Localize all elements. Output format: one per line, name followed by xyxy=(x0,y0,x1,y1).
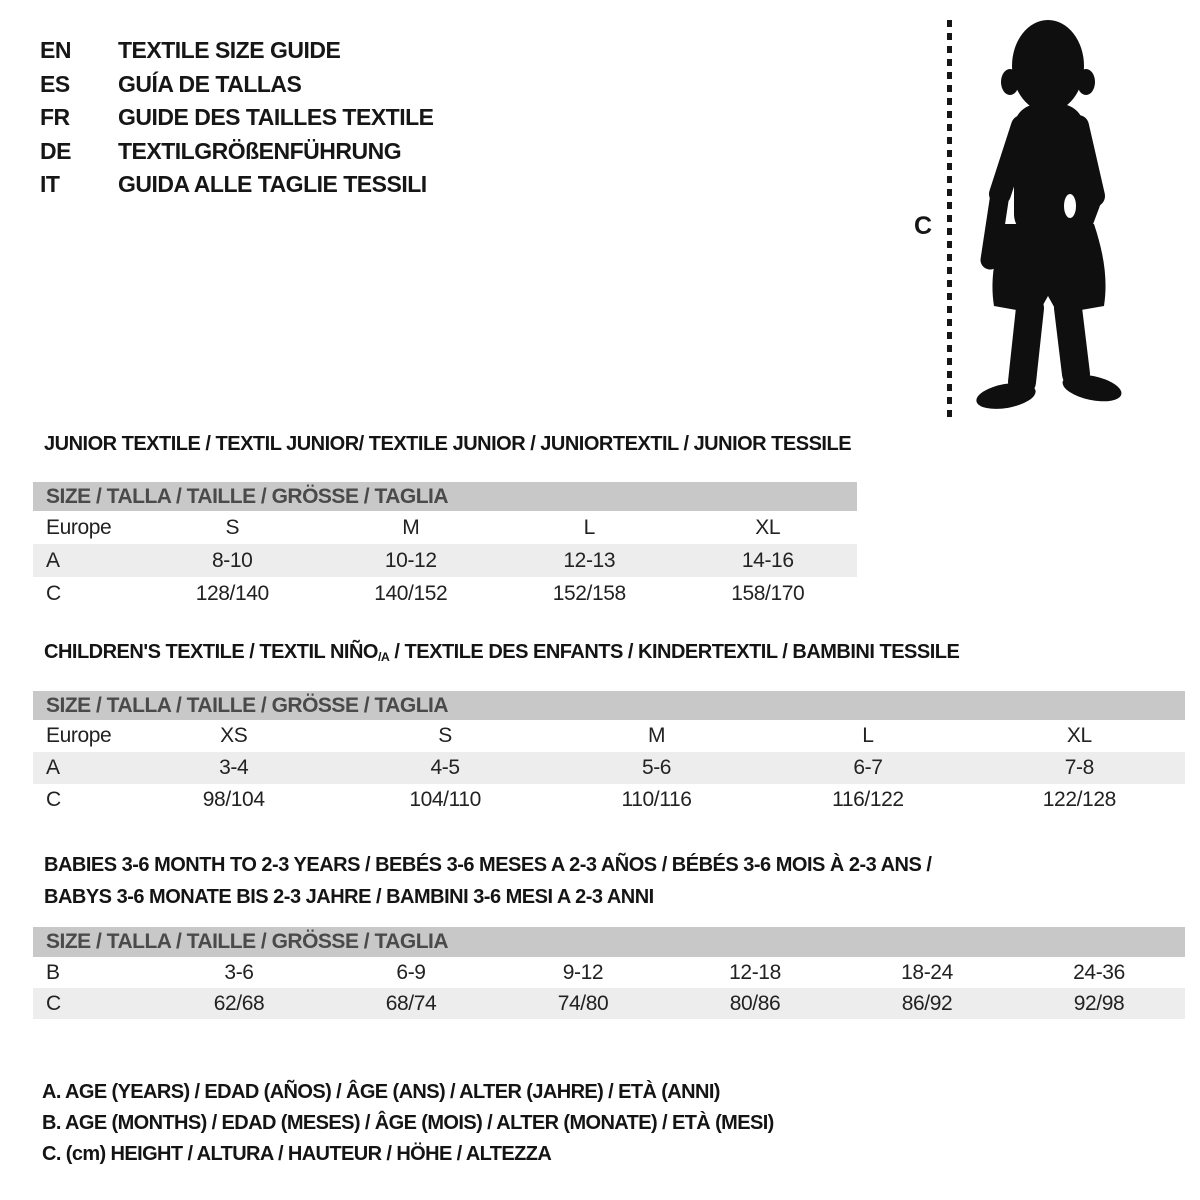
table-row-months xyxy=(33,957,1185,988)
height-cell: 152/158 xyxy=(552,581,626,605)
age-cell: 12-13 xyxy=(563,548,616,572)
guide-title-fr: GUIDE DES TAILLES TEXTILE xyxy=(118,104,434,130)
table-row-europe xyxy=(33,720,1185,752)
language-title-list xyxy=(40,34,434,202)
junior-size-table xyxy=(33,482,857,610)
size-cell: M xyxy=(647,724,666,747)
table-row-height xyxy=(33,988,1185,1019)
legend xyxy=(42,1077,774,1170)
language-code: EN xyxy=(40,37,71,63)
height-cell: 110/116 xyxy=(621,788,692,811)
language-row-it xyxy=(40,168,434,202)
months-cell: 12-18 xyxy=(729,960,781,984)
height-cell: 140/152 xyxy=(374,581,448,605)
language-code: FR xyxy=(40,104,70,130)
size-cell: XL xyxy=(755,515,781,539)
height-cell: 104/110 xyxy=(409,788,481,811)
row-label: C xyxy=(46,788,61,811)
size-cell: M xyxy=(402,515,420,539)
toddler-silhouette-image xyxy=(958,16,1138,420)
height-cell: 68/74 xyxy=(385,991,437,1015)
language-row-de xyxy=(40,135,434,169)
row-label: Europe xyxy=(46,724,112,747)
size-table-header-bar: SIZE / TALLA / TAILLE / GRÖSSE / TAGLIA xyxy=(33,927,1185,957)
legend-line-c: C. (cm) HEIGHT / ALTURA / HAUTEUR / HÖHE / ALTEZZA xyxy=(42,1143,552,1165)
children-section-heading xyxy=(44,641,959,664)
language-code: IT xyxy=(40,171,60,197)
language-row-es xyxy=(40,68,434,102)
age-cell: 8-10 xyxy=(212,548,253,572)
table-row-height xyxy=(33,577,857,610)
size-cell: L xyxy=(583,515,595,539)
language-code: ES xyxy=(40,70,70,97)
height-measure-label: C xyxy=(914,212,933,240)
guide-title-de: TEXTILGRÖßENFÜHRUNG xyxy=(118,137,402,164)
children-heading-sub: /A xyxy=(377,650,390,665)
size-cell: L xyxy=(862,724,874,747)
table-row-age xyxy=(33,544,857,577)
row-label: Europe xyxy=(46,515,112,539)
guide-title-en: TEXTILE SIZE GUIDE xyxy=(118,37,341,63)
height-cell: 62/68 xyxy=(213,991,265,1015)
babies-size-table xyxy=(33,927,1185,1019)
size-cell: XL xyxy=(1066,724,1092,747)
age-cell: 10-12 xyxy=(384,548,437,572)
babies-heading-line1: BABIES 3-6 MONTH TO 2-3 YEARS / BEBÉS 3-6 MESES A 2-3 AÑOS / BÉBÉS 3-6 MOIS À 2-3 ANS / xyxy=(44,854,932,876)
height-cell: 116/122 xyxy=(832,788,904,811)
children-heading-after: / TEXTILE DES ENFANTS / KINDERTEXTIL / BAMBINI TESSILE xyxy=(389,641,960,663)
months-cell: 3-6 xyxy=(224,960,254,984)
size-cell: S xyxy=(225,515,240,539)
size-cell: XS xyxy=(220,724,248,747)
months-cell: 6-9 xyxy=(396,960,426,984)
age-cell: 7-8 xyxy=(1064,756,1094,779)
months-cell: 9-12 xyxy=(562,960,604,984)
guide-title-es: GUÍA DE TALLAS xyxy=(118,70,302,97)
children-size-table xyxy=(33,691,1185,816)
babies-heading-line2: BABYS 3-6 MONATE BIS 2-3 JAHRE / BAMBINI 3-6 MESI A 2-3 ANNI xyxy=(44,886,654,908)
height-cell: 98/104 xyxy=(202,788,265,811)
size-table-header-bar: SIZE / TALLA / TAILLE / GRÖSSE / TAGLIA xyxy=(33,691,1185,720)
months-cell: 24-36 xyxy=(1073,960,1125,984)
height-cell: 122/128 xyxy=(1042,788,1116,811)
legend-line-a: A. AGE (YEARS) / EDAD (AÑOS) / ÂGE (ANS) / ALTER (JAHRE) / ETÀ (ANNI) xyxy=(42,1081,720,1103)
babies-section-heading xyxy=(44,849,931,913)
row-label: A xyxy=(46,756,60,779)
height-cell: 80/86 xyxy=(729,991,781,1015)
children-heading-before: CHILDREN'S TEXTILE / TEXTIL NIÑO xyxy=(44,641,378,663)
size-table-header-bar: SIZE / TALLA / TAILLE / GRÖSSE / TAGLIA xyxy=(33,482,857,511)
age-cell: 14-16 xyxy=(741,548,794,572)
age-cell: 4-5 xyxy=(430,756,460,779)
row-label: B xyxy=(46,960,60,984)
height-cell: 128/140 xyxy=(195,581,269,605)
row-label: C xyxy=(46,581,61,605)
junior-section-heading: JUNIOR TEXTILE / TEXTIL JUNIOR/ TEXTILE JUNIOR / JUNIORTEXTIL / JUNIOR TESSILE xyxy=(44,433,852,455)
row-label: C xyxy=(46,991,61,1015)
height-cell: 92/98 xyxy=(1073,991,1125,1015)
size-cell: S xyxy=(438,724,452,747)
guide-title-it: GUIDA ALLE TAGLIE TESSILI xyxy=(118,171,427,197)
height-cell: 86/92 xyxy=(901,991,953,1015)
height-cell: 158/170 xyxy=(731,581,805,605)
language-code: DE xyxy=(40,137,71,164)
language-row-en xyxy=(40,34,434,68)
age-cell: 3-4 xyxy=(219,756,249,779)
language-row-fr xyxy=(40,101,434,135)
height-cell: 74/80 xyxy=(557,991,609,1015)
height-dashed-line xyxy=(947,20,952,417)
table-row-age xyxy=(33,752,1185,784)
months-cell: 18-24 xyxy=(901,960,953,984)
table-row-height xyxy=(33,784,1185,816)
age-cell: 5-6 xyxy=(641,756,672,779)
row-label: A xyxy=(46,548,60,572)
legend-line-b: B. AGE (MONTHS) / EDAD (MESES) / ÂGE (MOIS) / ALTER (MONATE) / ETÀ (MESI) xyxy=(42,1112,774,1134)
age-cell: 6-7 xyxy=(853,756,883,779)
table-row-europe xyxy=(33,511,857,544)
